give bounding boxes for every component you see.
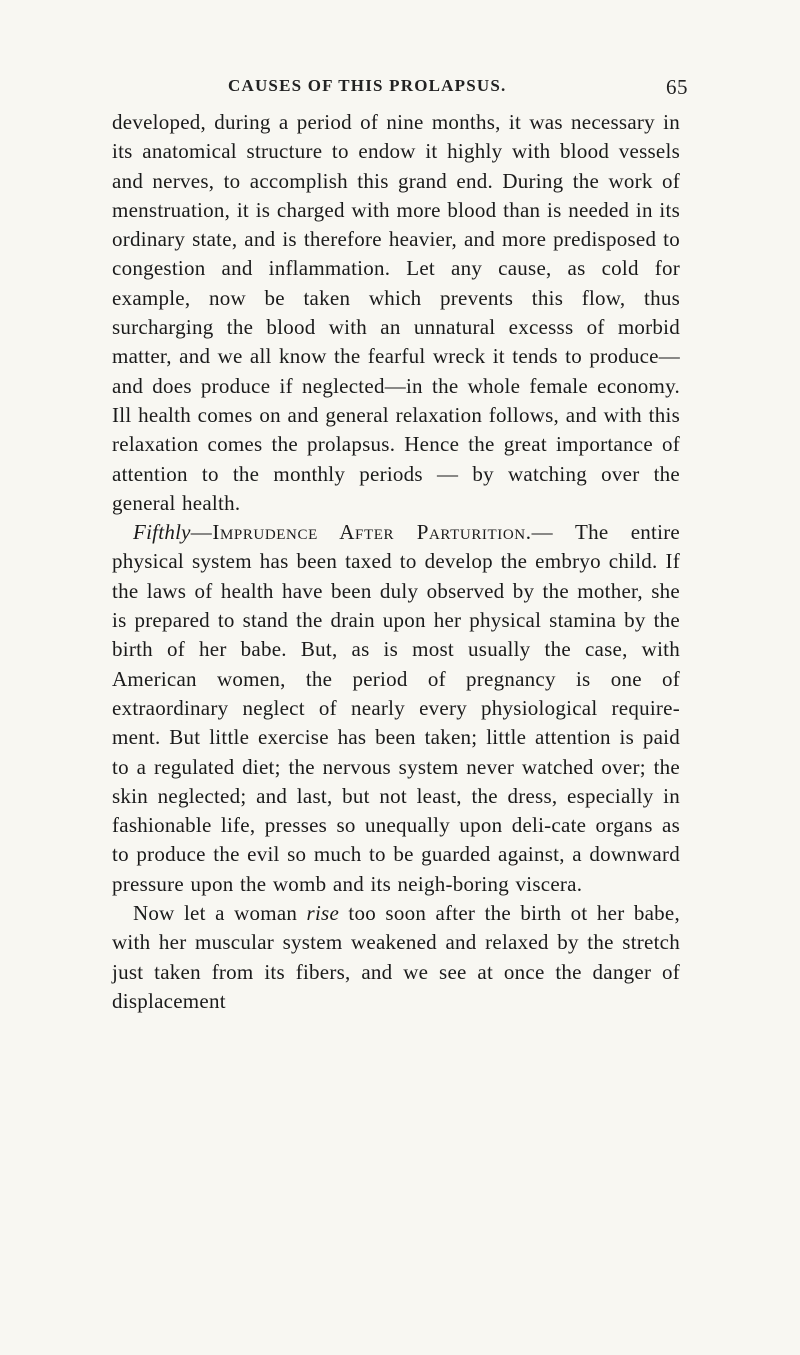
- paragraph-2-body: The entire physical system has been taxed to develop the embryo child. If the laws of health have been duly observed by the mother, she is prepared to stand the drain upon her physical stamina by the birth of her babe. But, as is most usually the case, with American women, the period of pregnancy is one of extraordinary neglect of nearly every physiological require-ment. But little exercise has been taken; little attention is paid to a regulated diet; the nervous system never watched over; the skin neglected; and last, but not least, the dress, especially in fashionable life, presses so unequally upon deli-cate organs as to produce the evil so much to be guarded against, a downward pressure upon the womb and its neigh-boring viscera.: [112, 520, 681, 896]
- emphasis-rise: rise: [306, 901, 340, 926]
- page-number: 65: [666, 75, 688, 99]
- paragraph-2: [112, 518, 680, 899]
- section-lead-fifthly: Fifthly: [133, 520, 191, 545]
- paragraph-3-part-a: Now let a woman: [133, 901, 307, 926]
- paragraph-3-part-b: too soon after the birth ot her babe, with her muscular system weakened and relaxed by the stretch just taken from its fibers, and we see at once the danger of displacement: [112, 901, 680, 1013]
- section-heading: —Imprudence After Parturition.—: [190, 520, 554, 545]
- paragraph-3: [112, 899, 680, 1016]
- running-head-title: CAUSES OF THIS PROLAPSUS.: [228, 76, 507, 95]
- paragraph-1: developed, during a period of nine months, it was necessary in its anatomical structure to endow it highly with blood vessels and nerves, to accomplish this grand end. During the work of menstruation, it is charged with more blood than is needed in its ordinary state, and is therefore heavier, and more predisposed to congestion and inflammation. Let any cause, as cold for example, now be taken which prevents this flow, thus surcharging the blood with an unnatural excesss of morbid matter, and we all know the fearful wreck it tends to produce—and does produce if neglected—in the whole female economy. Ill health comes on and general relaxation follows, and with this relaxation comes the prolapsus. Hence the great importance of attention to the monthly periods — by watching over the general health.: [112, 110, 680, 515]
- body-text: [112, 108, 680, 1016]
- running-head: [0, 76, 800, 106]
